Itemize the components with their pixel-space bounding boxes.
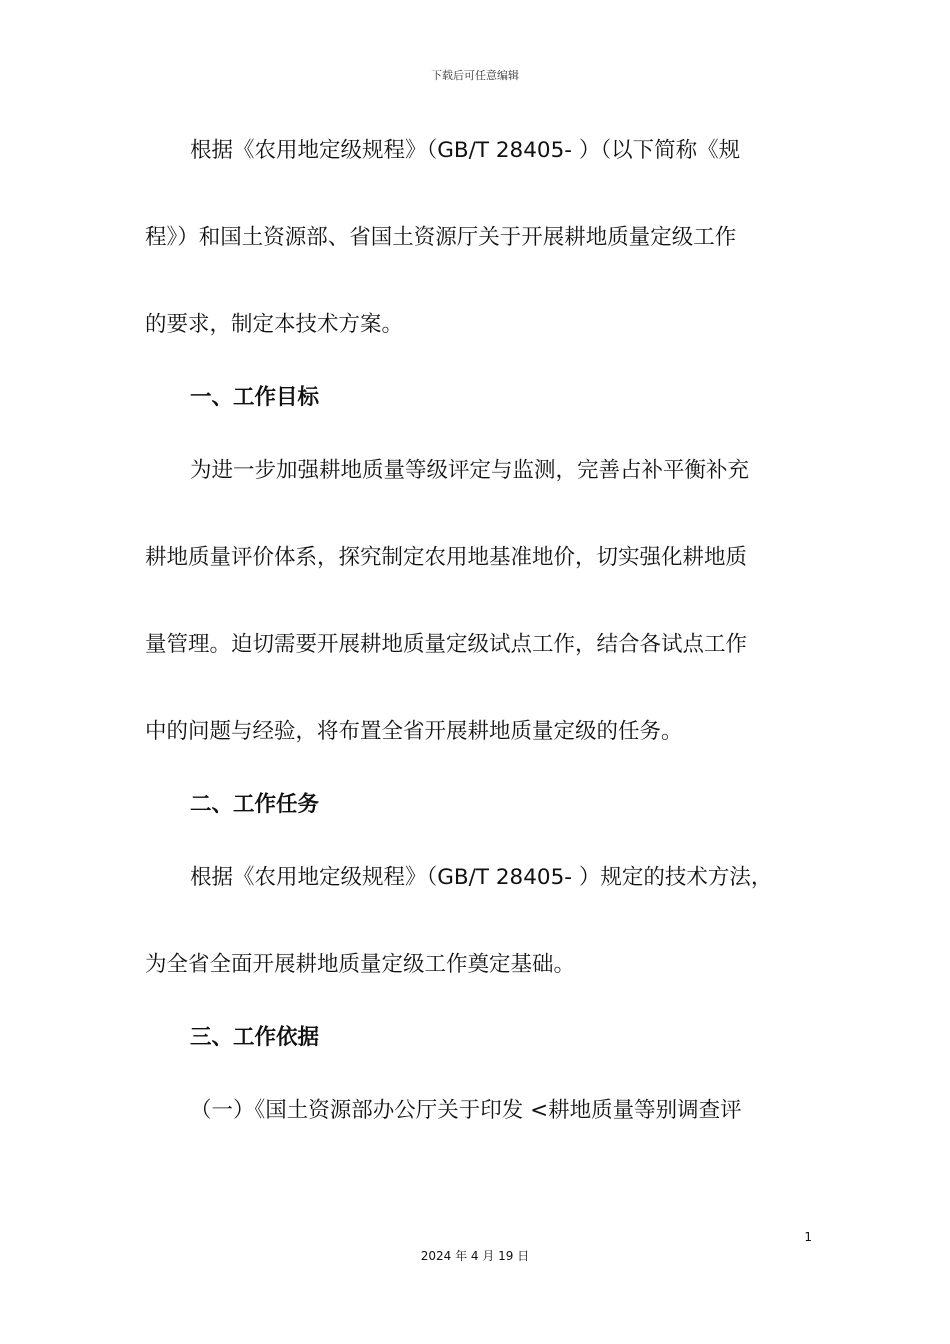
paragraph-line: 根据《农用地定级规程》（GB/T 28405- ）规定的技术方法， xyxy=(190,865,773,890)
section-heading: 三、工作依据 xyxy=(190,1025,320,1050)
section-heading: 一、工作目标 xyxy=(190,385,320,410)
paragraph-line: 为进一步加强耕地质量等级评定与监测，完善占补平衡补充 xyxy=(190,458,750,483)
paragraph-line: 根据《农用地定级规程》（GB/T 28405- ）（以下简称《规 xyxy=(190,138,741,163)
paragraph-line: 程》）和国土资源部、省国土资源厅关于开展耕地质量定级工作 xyxy=(145,225,737,250)
section-heading: 二、工作任务 xyxy=(190,792,320,817)
paragraph-line: 中的问题与经验，将布置全省开展耕地质量定级的任务。 xyxy=(145,719,683,744)
paragraph-line: 量管理。迫切需要开展耕地质量定级试点工作，结合各试点工作 xyxy=(145,632,748,657)
paragraph-line: 耕地质量评价体系，探究制定农用地基准地价，切实强化耕地质 xyxy=(145,545,748,570)
page-number: 1 xyxy=(804,1230,812,1244)
page-header: 下载后可任意编辑 xyxy=(431,69,519,82)
paragraph-line: 的要求，制定本技术方案。 xyxy=(145,312,404,337)
list-item-line: （一）《国土资源部办公厅关于印发 <耕地质量等别调查评 xyxy=(190,1098,742,1123)
footer-date: 2024 年 4 月 19 日 xyxy=(420,1249,530,1263)
paragraph-line: 为全省全面开展耕地质量定级工作奠定基础。 xyxy=(145,952,576,977)
